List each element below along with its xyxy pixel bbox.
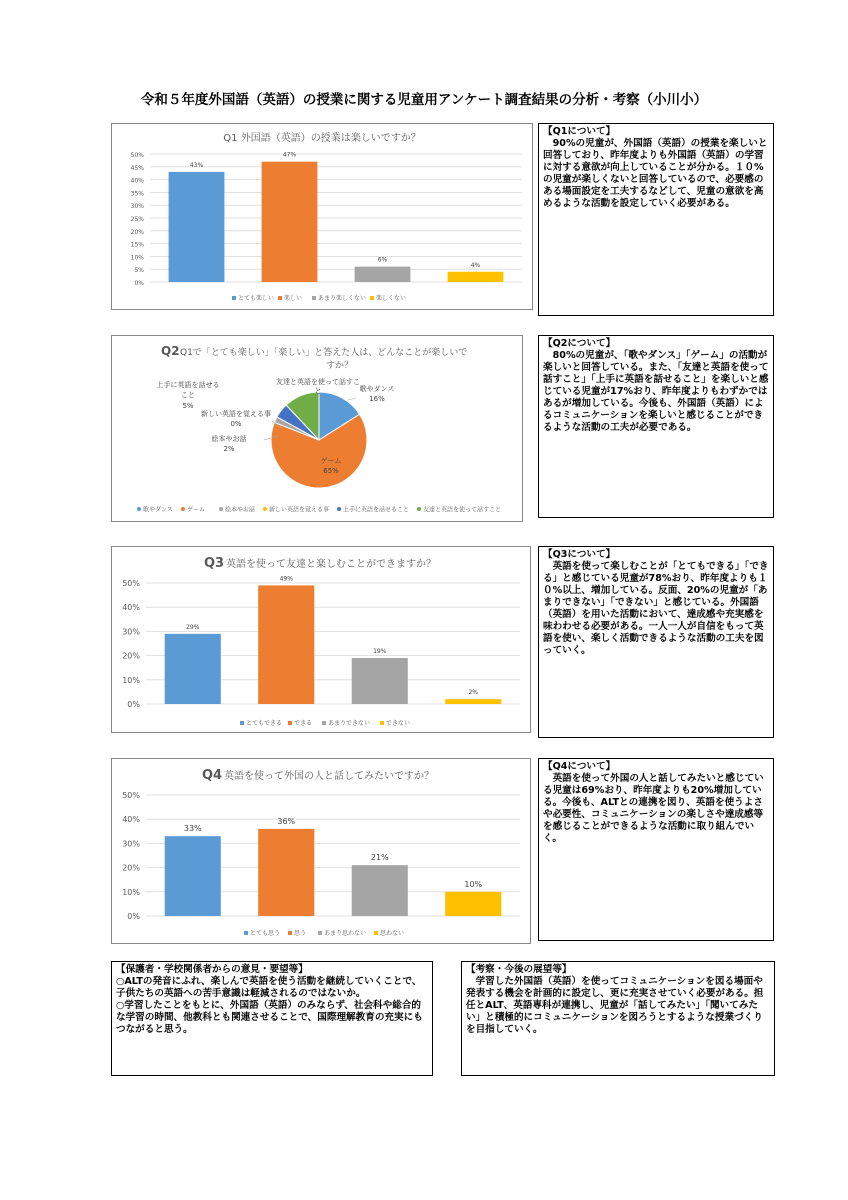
q3-legend-swatch: [380, 721, 384, 725]
q4-ytick-label: 20%: [122, 863, 140, 873]
q2-data-label: 5%: [182, 402, 194, 410]
q2-chart-title-line1: Q1で「とても楽しい」「楽しい」と答えた人は、どんなことが楽しいで: [180, 348, 468, 358]
q1-comment: [538, 123, 774, 316]
q2-legend-swatch: [337, 507, 341, 511]
q2-leader-line: [348, 398, 356, 400]
future-heading: 【考察・今後の展望等】: [466, 964, 572, 975]
q1-legend-swatch: [312, 296, 316, 300]
q1-ytick-label: 45%: [130, 164, 144, 172]
q2-data-label: こと: [181, 391, 195, 399]
q2-chart: [111, 335, 523, 522]
q2-chart-svg: [112, 336, 522, 521]
q1-data-label: 47%: [282, 151, 297, 159]
q3-legend-label: とてもできる: [246, 720, 283, 727]
q1-ytick-label: 0%: [134, 280, 144, 287]
q2-data-label: 16%: [369, 395, 385, 403]
q4-bar: [352, 865, 408, 916]
q3-chart-svg: [112, 547, 530, 732]
q2-comment-text: 80%の児童が、「歌やダンス」「ゲーム」の活動が楽しいと回答している。また、「友達と英語を使って話すこと」「上手に英語を話せること」を楽しいと感じている児童が17%おり、昨年度よりもわずかではあるが増加している。今後も、外国語（英語）によるコミュニケーションを楽しいと感じることができるような活動の工夫が必要である。: [543, 350, 769, 433]
opinions-text: ○ALTの発音にふれ、楽しんで英語を使う活動を継続していくことで、子供たちの英語への苦手意識は軽減されるのではないか。 ○学習したことをもとに、外国語（英語）のみならず、社会科や総合的な学習の時間、他教科とも関連させることで、国際理解教育の充実にもつながると思う。: [116, 976, 423, 1035]
q2-data-label: 歌やダンス: [359, 385, 395, 393]
q2-data-label: 上手に英語を話せる: [156, 381, 220, 389]
q2-legend-label: 絵本やお話: [225, 506, 256, 514]
q2-legend-label: ゲーム: [187, 506, 206, 514]
q2-legend-label: 新しい英語を覚える事: [269, 506, 330, 514]
q1-comment-heading: 【Q1について】: [543, 126, 616, 137]
q1-chart-svg: [112, 124, 532, 309]
q4-data-label: 33%: [183, 824, 202, 834]
q3-data-label: 19%: [373, 648, 387, 656]
q2-legend-label: 歌やダンス: [143, 506, 173, 514]
q3-ytick-label: 0%: [127, 700, 140, 709]
q1-ytick-label: 50%: [130, 152, 144, 159]
q2-legend-label: 上手に英語を話せること: [343, 506, 410, 514]
q3-bar: [258, 585, 314, 704]
q4-comment: [538, 758, 774, 941]
q3-data-label: 2%: [468, 689, 479, 697]
q2-legend-swatch: [137, 507, 141, 511]
q3-comment-heading: 【Q3について】: [543, 549, 616, 560]
page-title: 令和５年度外国語（英語）の授業に関する児童用アンケート調査結果の分析・考察（小川小）: [140, 92, 708, 108]
q1-ytick-label: 25%: [130, 216, 144, 223]
q4-legend-label: 思う: [294, 930, 307, 937]
q2-data-label: ゲーム: [320, 457, 342, 465]
q3-data-label: 49%: [279, 575, 293, 583]
q1-legend-swatch: [370, 296, 374, 300]
q4-comment-text: 英語を使って外国の人と話してみたいと感じている児童は69%おり、昨年度よりも20%増加している。今後も、ALTとの連携を図り、英語を使うよさや必要性、コミュニケーションの楽しさや達成感等を感じることができるような活動に取り組んでいく。: [543, 773, 764, 844]
q4-chart-svg: [112, 759, 530, 943]
q3-legend-label: できない: [386, 720, 411, 727]
q3-data-label: 29%: [186, 623, 200, 631]
q1-legend-label: 楽しい: [284, 295, 303, 302]
q3-ytick-label: 10%: [122, 675, 140, 685]
q1-legend-label: 楽しくない: [376, 295, 407, 302]
q4-comment-heading: 【Q4について】: [543, 761, 616, 772]
q3-bar: [165, 634, 221, 704]
q1-ytick-label: 5%: [134, 267, 144, 275]
q2-data-label: 0%: [230, 420, 242, 428]
q4-chart-title: 英語を使って外国の人と話してみたいですか？: [224, 771, 434, 782]
q3-ytick-label: 40%: [122, 603, 140, 613]
q4-legend-label: とても思う: [250, 930, 281, 937]
q4-chart: [111, 758, 531, 944]
q2-data-label: と: [314, 387, 322, 395]
q4-ytick-label: 40%: [122, 815, 140, 825]
q3-bar: [445, 699, 501, 704]
opinions-heading: 【保護者・学校関係者からの意見・要望等】: [116, 964, 308, 975]
q1-comment-text: 90%の児童が、外国語（英語）の授業を楽しいと回答しており、昨年度よりも外国語（英語）の学習に対する意欲が向上していることが分かる。１０%の児童が楽しくないと回答しているので、必要感のある場面設定を工夫するなどして、児童の意欲を高めるような活動を設定していく必要がある。: [543, 138, 768, 209]
q1-legend-swatch: [232, 296, 236, 300]
q1-data-label: 4%: [470, 261, 481, 269]
q2-legend-swatch: [417, 507, 421, 511]
q1-legend-label: とても楽しい: [238, 295, 275, 302]
q3-legend-label: できる: [294, 720, 313, 727]
q1-ytick-label: 40%: [130, 177, 144, 185]
q4-bar: [445, 892, 501, 916]
q2-data-label: 新しい英語を覚える事: [201, 410, 271, 418]
q1-data-label: 6%: [377, 256, 388, 264]
q4-legend-swatch: [288, 931, 292, 935]
q1-legend-label: あまり楽しくない: [318, 295, 367, 302]
q2-legend-swatch: [181, 507, 185, 511]
future-box: [461, 961, 775, 1076]
q4-data-label: 10%: [464, 879, 483, 889]
q2-legend-swatch: [219, 507, 223, 511]
q4-bar: [258, 829, 314, 916]
q4-ytick-label: 30%: [122, 839, 140, 849]
q1-chart-title: Q1 外国語（英語）の授業は楽しいですか？: [223, 133, 421, 144]
q4-legend-label: 思わない: [380, 930, 405, 937]
q1-bar: [262, 162, 318, 282]
q3-comment: [538, 546, 774, 738]
q2-chart-title-prefix: Q2: [161, 344, 180, 358]
q3-ytick-label: 50%: [122, 579, 140, 588]
opinions-box: [111, 961, 433, 1076]
q3-legend-swatch: [240, 721, 244, 725]
q1-bar: [448, 272, 504, 282]
q3-comment-text: 英語を使って楽しむことが「とてもできる」「できる」と感じている児童が78%おり、昨年度よりも１０%以上、増加している。反面、20%の児童が「あまりできない」「できない」と感じている。外国語（英語）を用いた活動において、達成感や充実感を味わわせる必要がある。一人一人が自信をもって英語を使い、楽しく活動できるような活動の工夫を図っていく。: [543, 561, 769, 656]
q1-data-label: 43%: [189, 161, 204, 169]
q4-data-label: 36%: [277, 816, 296, 826]
q1-ytick-label: 20%: [130, 228, 144, 236]
q3-chart-title-prefix: Q3: [204, 556, 225, 571]
future-text: 学習した外国語（英語）を使ってコミュニケーションを図る場面や発表する機会を計画的に設定し、更に充実させていく必要がある。担任とALT、英語専科が連携し、児童が「話してみたい」「聞いてみたい」と積極的にコミュニケーションを図ろうとするような授業づくりを目指していく。: [466, 976, 764, 1035]
q2-comment-heading: 【Q2について】: [543, 338, 616, 349]
q4-ytick-label: 50%: [122, 791, 140, 800]
q1-ytick-label: 35%: [130, 190, 144, 198]
q4-ytick-label: 0%: [127, 912, 140, 921]
q1-ytick-label: 15%: [130, 241, 144, 249]
q3-chart-title: 英語を使って友達と楽しむことができますか？: [226, 559, 436, 570]
q2-data-label: 友達と英語を使って話すこ: [276, 378, 360, 386]
q2-comment: [538, 335, 774, 518]
q3-ytick-label: 30%: [122, 627, 140, 637]
q3-legend-label: あまりできない: [328, 720, 371, 727]
q4-legend-swatch: [244, 931, 248, 935]
q3-ytick-label: 20%: [122, 651, 140, 661]
q1-bar: [355, 267, 411, 282]
q1-ytick-label: 10%: [130, 254, 144, 262]
q2-chart-title-line2: すか？: [326, 361, 354, 371]
q4-ytick-label: 10%: [122, 887, 140, 897]
q1-chart: [111, 123, 533, 310]
q2-data-label: 65%: [323, 467, 339, 475]
q4-legend-label: あまり思わない: [324, 930, 367, 937]
q4-bar: [165, 836, 221, 916]
q3-bar: [352, 658, 408, 704]
q2-data-label: 2%: [223, 445, 235, 453]
q3-legend-swatch: [288, 721, 292, 725]
q4-chart-title-prefix: Q4: [202, 768, 223, 783]
q2-legend-swatch: [263, 507, 267, 511]
q4-legend-swatch: [318, 931, 322, 935]
q1-ytick-label: 30%: [130, 203, 144, 211]
q4-legend-swatch: [374, 931, 378, 935]
q3-chart: [111, 546, 531, 733]
q2-legend-label: 友達と英語を使って話すこと: [423, 506, 502, 514]
q1-bar: [169, 172, 225, 282]
q1-legend-swatch: [278, 296, 282, 300]
q3-legend-swatch: [322, 721, 326, 725]
q2-data-label: 絵本やお話: [211, 435, 247, 443]
q4-data-label: 21%: [370, 853, 389, 863]
